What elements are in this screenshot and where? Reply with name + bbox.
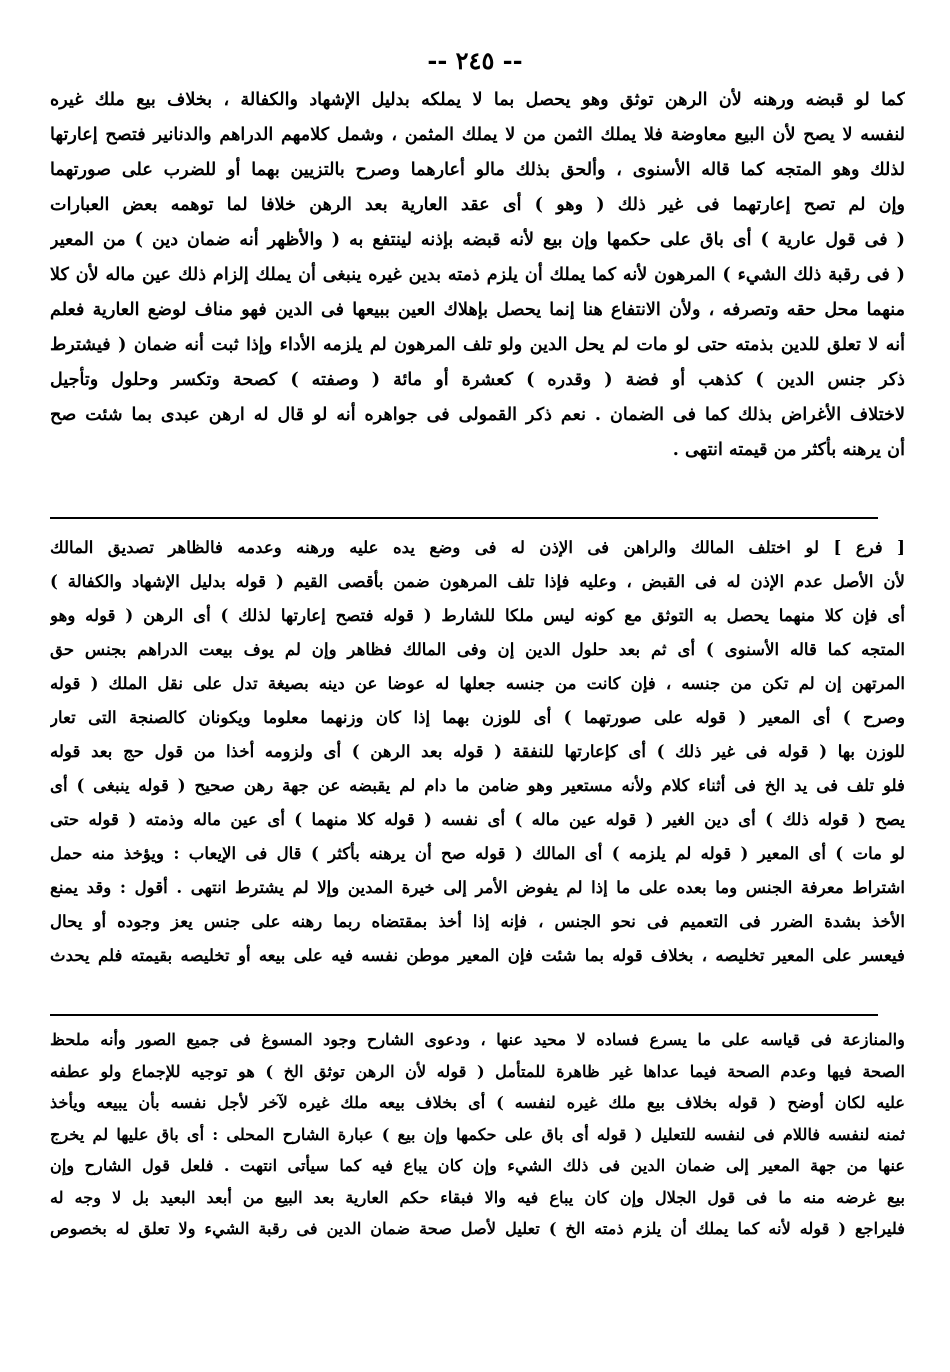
main-text [50, 82, 905, 467]
text-line: ( فى قول عارية ) أى باق على حكمها وإن بيع لأنه قبضه بإذنه لينتفع به ( والأظهر أنه ضمان دين ) من المعير [50, 229, 905, 250]
commentary-line: بيع غرضه منه ما فى قول الجلال وإن كان يباع فيه والا فبقاء حكم العارية بعد البيع من أبعد البعيد بل لا وجه له [50, 1187, 905, 1207]
text-line: منهما محل حقه وتصرفه ، ولأن الانتفاع هنا إنما يحصل بإهلاك العين ببيعها فى الدين فهو مناف لوضع العارية فعلم [50, 299, 905, 320]
commentary-line: ثمنه لنفسه فاللام فى لنفسه للتعليل ( قوله أى باق على حكمها وإن بيع ) عبارة الشارح المحلى : أى باق عليها لم يخرج [50, 1124, 905, 1144]
text-line: ( فى رقبة ذلك الشيء ) المرهون لأنه كما يملك أن يلزم ذمته بدين غيره ينبغى أن يملك إلزام ذلك عين ماله لأن كلا [50, 264, 905, 285]
commentary-line: الصحة فيها وعدم الصحة فيما عداها غير ظاهرة للمتأمل ( قوله لأن الرهن توثق الخ ) هو توجيه للإجماع ولو عطفه [50, 1061, 905, 1081]
text-line: لاختلاف الأغراض بذلك كما فى الضمان . نعم ذكر القمولى فى جواهره أنه لو قال له ارهن عبدى بما شئت صح [50, 404, 905, 425]
commentary-line: لأن الأصل عدم الإذن له فى القبض ، وعليه فإذا تلف المرهون ضمن بأقصى القيم ( قوله بدليل الإشهاد والكفالة ) [50, 571, 905, 591]
commentary-line: فيعسر على المعير تخليصه ، بخلاف قوله بما شئت فإن المعير موطن نفسه فيه على بيعه أو تخليصه بقيمته فلم يحدث [50, 945, 905, 965]
section-divider [50, 517, 878, 519]
section-divider [50, 1014, 878, 1016]
commentary-line: عنها من جهة المعير إلى ضمان الدين فى ذلك الشيء وإن كان يباع فيه كما سيأتى انتهت . فلعل قول الشارح وإن [50, 1156, 905, 1175]
commentary-line: يصح ( قوله ذلك ) أى دين الغير ( قوله عين ماله ) أى نفسه ( قوله كلا منهما ) أى عين ماله وذمته ( قوله حتى [50, 809, 905, 829]
commentary-second [50, 1024, 905, 1245]
commentary-line: للوزن بها ( قوله فى غير ذلك ) أى كإعارتها للنفقة ( قوله بعد الرهن ) أى ولزومه أخذا من قول حج بعد قوله [50, 741, 905, 761]
commentary-line: والمنازعة فى قياسه على ما يسرع فساده لا محيد عنها ، ودعوى الشارح وجود المسوغ فى جميع الصور وأنه ملحظ [50, 1030, 905, 1049]
commentary-line: المتجه كما قاله الأسنوى ) أى ثم بعد حلول الدين إن وفى المالك فظاهر وإن لم يوف بيعت الدراهم بجنس حق [50, 639, 905, 659]
commentary-line: اشتراط معرفة الجنس وما بعده على ما إذا لم يفوض الأمر إلى خيرة المدين وإلا لم يشترط انتهى . أقول : وقد يمنع [50, 877, 905, 897]
commentary-line: الأخذ بشدة الضرر فى التعميم فى نحو الجنس ، فإنه إذا أخذ بمقتضاه ربما رهنه على جنس يعز وجوده أو يحال [50, 911, 905, 931]
text-line: أنه لا تعلق للدين بذمته حتى لو مات لم يحل الدين ولو تلف المرهون لم يلزمه الأداء وإذا ثبت أنه ضمان ( فيشترط [50, 334, 905, 355]
commentary-line: فلو تلف فى يد الخ فى أثناء كلام ولأنه مستعير وهو ضامن ما دام لم يقبضه عن جهة رهن صحيح ( قوله ينبغى ) أى [50, 775, 905, 795]
commentary-line: [ فرع ] لو اختلف المالك والراهن فى الإذن له فى وضع يده عليه ورهنه وعدمه فالظاهر تصديق المالك [50, 537, 905, 557]
commentary-line: لو مات ) أى المعير ( قوله لم يلزمه ) أى المالك ( قوله صح أن يرهنه بأكثر ) قال فى الإيعاب : ويؤخذ منه حمل [50, 843, 905, 863]
commentary-line: المرتهن إن لم تكن من جنسه ، فإن كانت من جنسه جعلها له عوضا عن دينه بصيغة تدل على نقل الملك ( قوله [50, 673, 905, 693]
page-number: -- ٢٤٥ -- [427, 46, 523, 75]
text-line: لنفسه لا يصح لأن البيع معاوضة فلا يملك الثمن من لا يملك المثمن ، وشمل كلامهم الدراهم والدنانير فتصح إعارتها [50, 124, 905, 145]
text-line: وإن لم تصح إعارتهما فى غير ذلك ( وهو ) أى عقد العارية بعد الرهن خلافا لما توهمه بعض العبارات [50, 194, 905, 215]
commentary-line: وصرح ) أى المعير ( قوله على صورتهما ) أى للوزن بهما إذا كان وزنهما معلوما ويكونان كالصنجة التى تعار [50, 707, 905, 727]
text-line: أن يرهنه بأكثر من قيمته انتهى . [672, 439, 905, 460]
text-line: كما لو قبضه ورهنه لأن الرهن توثق وهو يحصل بما لا يملكه بدليل الإشهاد والكفالة ، بخلاف بيع ملك غيره [50, 89, 905, 110]
commentary-line: عليه لكان أوضح ( قوله بخلاف بيع ملك غيره لنفسه ) أى بخلاف بيعه ملك غيره لآخر لأجل نفسه بأن يبيعه ويأخذ [50, 1093, 905, 1112]
commentary-line: فليراجع ( قوله لأنه كما يملك أن يلزم ذمته الخ ) تعليل لأصل صحة ضمان الدين فى رقبة الشيء ولا تعلق له بخصوص [50, 1219, 905, 1238]
text-line: لذلك وهو المتجه كما قاله الأسنوى ، وألحق بذلك مالو أعارهما وصرح بالتزيين بهما أو للضرب على صورتهما [50, 159, 905, 180]
text-line: ذكر جنس الدين ) كذهب أو فضة ( وقدره ) كعشرة أو مائة ( وصفته ) كصحة وتكسر وحلول وتأجيل [50, 369, 905, 390]
commentary-line: أى فإن كلا منهما يحصل به التوثق مع كونه ليس ملكا للشارط ( قوله فتصح إعارتها لذلك ) أى الرهن ( قوله وهو [50, 605, 905, 625]
commentary-first [50, 530, 905, 972]
